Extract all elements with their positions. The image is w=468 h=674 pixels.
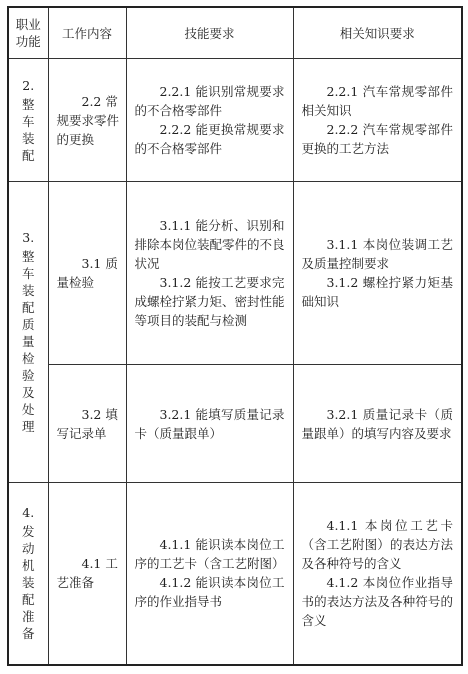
- knowledge-cell: [293, 365, 462, 483]
- skill-item: 4.1.1 能识读本岗位工序的工艺卡（含工艺附图）: [134, 537, 285, 572]
- header-row: [8, 7, 462, 59]
- skill-item: 2.2.2 能更换常规要求的不合格零部件: [134, 122, 285, 156]
- header-work: 工作内容: [48, 7, 126, 59]
- work-content-cell: [48, 365, 126, 483]
- header-knowledge: 相关知识要求: [293, 7, 462, 59]
- knowledge-item: 3.2.1 质量记录卡（质量跟单）的填写内容及要求: [301, 406, 453, 441]
- knowledge-item: 2.2.1 汽车常规零部件相关知识: [301, 84, 453, 118]
- skills-cell: [126, 365, 293, 483]
- knowledge-item: 4.1.2 本岗位作业指导书的表达方法及各种符号的含义: [301, 575, 453, 629]
- work-content-text: 4.1 工艺准备: [56, 556, 118, 591]
- function-number: 3.: [22, 230, 35, 245]
- knowledge-item: 2.2.2 汽车常规零部件更换的工艺方法: [301, 122, 453, 156]
- skills-cell: [126, 59, 293, 182]
- knowledge-cell: [293, 483, 462, 665]
- knowledge-cell: [293, 182, 462, 365]
- work-content-text: 2.2 常规要求零件的更换: [56, 93, 120, 147]
- header-function: [8, 7, 48, 59]
- function-cell: [8, 182, 48, 483]
- function-number: 4.: [22, 505, 35, 521]
- work-content-text: 3.1 质量检验: [56, 256, 118, 290]
- table-row: [8, 59, 462, 182]
- knowledge-item: 3.1.1 本岗位装调工艺及质量控制要求: [301, 237, 453, 271]
- work-content-cell: [48, 182, 126, 365]
- skill-item: 3.1.2 能按工艺要求完成螺栓拧紧力矩、密封性能等项目的装配与检测: [134, 275, 285, 328]
- function-cell: [8, 483, 48, 665]
- knowledge-cell: [293, 59, 462, 182]
- function-name: 发动机装配准备: [21, 524, 35, 642]
- knowledge-item: 4.1.1 本岗位工艺卡（含工艺附图）的表达方法及各种符号的含义: [301, 518, 453, 572]
- function-name: 整车装配质量检验及处理: [21, 249, 35, 434]
- work-content-cell: [48, 483, 126, 665]
- function-cell: [8, 59, 48, 182]
- skill-item: 3.2.1 能填写质量记录卡（质量跟单）: [134, 406, 285, 441]
- table-row: [8, 182, 462, 365]
- header-function-label: 职业功能: [15, 17, 41, 49]
- header-skills: 技能要求: [126, 7, 293, 59]
- skill-item: 3.1.1 能分析、识别和排除本岗位装配零件的不良状况: [134, 218, 285, 271]
- function-name: 整车装配: [21, 96, 35, 163]
- skill-item: 4.1.2 能识读本岗位工序的作业指导书: [134, 575, 285, 610]
- table-row: [8, 365, 462, 483]
- standard-table-page: [7, 6, 461, 666]
- table-row: [8, 483, 462, 665]
- skills-requirements-table: [7, 6, 463, 666]
- function-number: 2.: [22, 77, 35, 93]
- knowledge-item: 3.1.2 螺栓拧紧力矩基础知识: [301, 275, 453, 309]
- work-content-text: 3.2 填写记录单: [56, 406, 118, 441]
- skills-cell: [126, 483, 293, 665]
- work-content-cell: [48, 59, 126, 182]
- skills-cell: [126, 182, 293, 365]
- skill-item: 2.2.1 能识别常规要求的不合格零部件: [134, 84, 285, 118]
